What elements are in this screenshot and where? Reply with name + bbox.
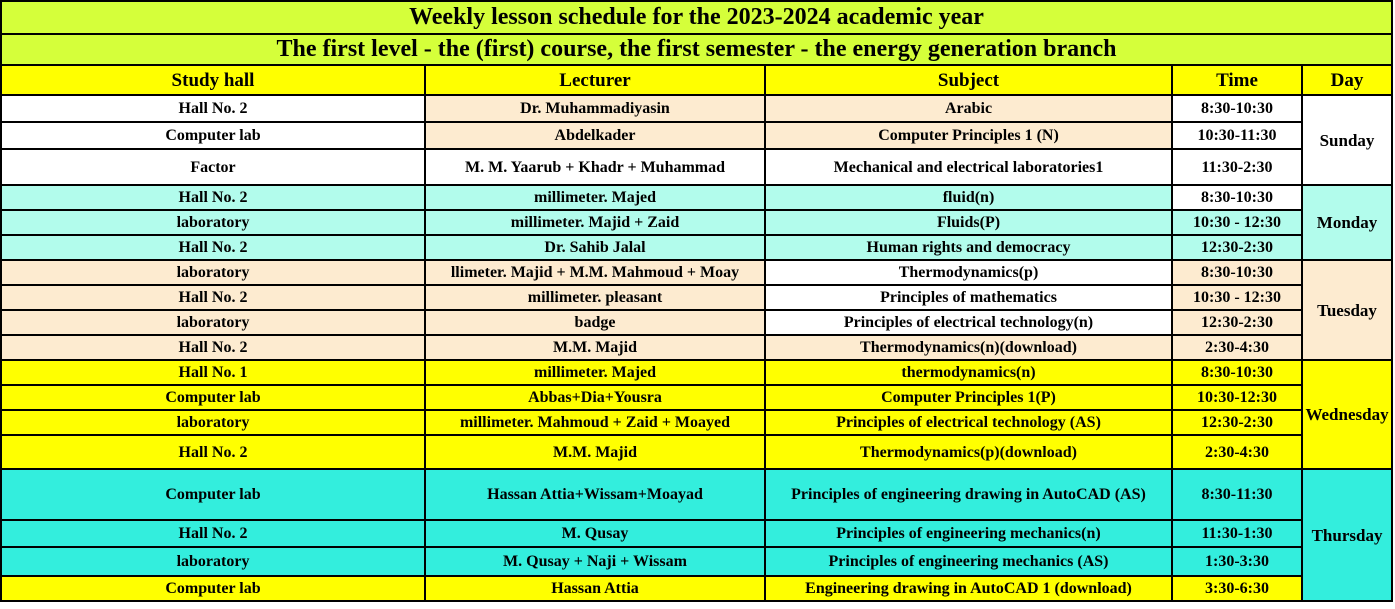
cell-lecturer: Hassan Attia+Wissam+Moayad bbox=[425, 469, 765, 520]
cell-time: 2:30-4:30 bbox=[1172, 335, 1302, 360]
cell-lecturer: millimeter. Majid + Zaid bbox=[425, 210, 765, 235]
cell-subject: Computer Principles 1(P) bbox=[765, 385, 1172, 410]
cell-subject: Principles of engineering mechanics(n) bbox=[765, 520, 1172, 547]
cell-time: 8:30-11:30 bbox=[1172, 469, 1302, 520]
cell-subject: Human rights and democracy bbox=[765, 235, 1172, 260]
cell-time: 10:30-11:30 bbox=[1172, 122, 1302, 149]
cell-subject: Thermodynamics(n)(download) bbox=[765, 335, 1172, 360]
cell-time: 8:30-10:30 bbox=[1172, 95, 1302, 122]
table-row bbox=[1, 285, 1392, 310]
cell-hall: Computer lab bbox=[1, 469, 425, 520]
cell-subject: Arabic bbox=[765, 95, 1172, 122]
table-row bbox=[1, 576, 1392, 601]
cell-time: 8:30-10:30 bbox=[1172, 260, 1302, 285]
cell-subject: Computer Principles 1 (N) bbox=[765, 122, 1172, 149]
cell-lecturer: M. Qusay + Naji + Wissam bbox=[425, 547, 765, 576]
cell-subject: Mechanical and electrical laboratories1 bbox=[765, 149, 1172, 185]
cell-hall: Hall No. 2 bbox=[1, 185, 425, 210]
cell-time: 8:30-10:30 bbox=[1172, 185, 1302, 210]
cell-hall: Hall No. 2 bbox=[1, 335, 425, 360]
cell-time: 2:30-4:30 bbox=[1172, 435, 1302, 469]
table-row bbox=[1, 360, 1392, 385]
cell-subject: Principles of electrical technology (AS) bbox=[765, 410, 1172, 435]
header-row bbox=[1, 65, 1392, 95]
table-row bbox=[1, 385, 1392, 410]
cell-time: 12:30-2:30 bbox=[1172, 410, 1302, 435]
cell-lecturer: millimeter. pleasant bbox=[425, 285, 765, 310]
cell-lecturer: M.M. Majid bbox=[425, 435, 765, 469]
schedule-subtitle: The first level - the (first) course, the first semester - the energy generation branch bbox=[1, 34, 1392, 65]
cell-lecturer: Dr. Muhammadiyasin bbox=[425, 95, 765, 122]
cell-hall: Hall No. 2 bbox=[1, 435, 425, 469]
table-row bbox=[1, 185, 1392, 210]
header-hall: Study hall bbox=[1, 65, 425, 95]
table-row bbox=[1, 410, 1392, 435]
cell-time: 10:30 - 12:30 bbox=[1172, 210, 1302, 235]
cell-subject: Engineering drawing in AutoCAD 1 (download) bbox=[765, 576, 1172, 601]
header-day: Day bbox=[1302, 65, 1392, 95]
cell-subject: thermodynamics(n) bbox=[765, 360, 1172, 385]
cell-subject: Thermodynamics(p)(download) bbox=[765, 435, 1172, 469]
cell-subject: Fluids(P) bbox=[765, 210, 1172, 235]
cell-lecturer: badge bbox=[425, 310, 765, 335]
cell-time: 3:30-6:30 bbox=[1172, 576, 1302, 601]
cell-time: 10:30 - 12:30 bbox=[1172, 285, 1302, 310]
table-row bbox=[1, 335, 1392, 360]
cell-hall: Computer lab bbox=[1, 122, 425, 149]
cell-hall: laboratory bbox=[1, 410, 425, 435]
day-monday: Monday bbox=[1302, 185, 1392, 260]
cell-hall: laboratory bbox=[1, 210, 425, 235]
cell-hall: Hall No. 2 bbox=[1, 235, 425, 260]
table-row bbox=[1, 435, 1392, 469]
subtitle-row bbox=[1, 34, 1392, 65]
cell-lecturer: Dr. Sahib Jalal bbox=[425, 235, 765, 260]
header-time: Time bbox=[1172, 65, 1302, 95]
cell-hall: Computer lab bbox=[1, 576, 425, 601]
cell-lecturer: M.M. Majid bbox=[425, 335, 765, 360]
cell-hall: laboratory bbox=[1, 260, 425, 285]
cell-subject: Thermodynamics(p) bbox=[765, 260, 1172, 285]
day-wednesday: Wednesday bbox=[1302, 360, 1392, 469]
cell-hall: Factor bbox=[1, 149, 425, 185]
cell-hall: laboratory bbox=[1, 547, 425, 576]
cell-time: 1:30-3:30 bbox=[1172, 547, 1302, 576]
header-lecturer: Lecturer bbox=[425, 65, 765, 95]
cell-lecturer: Hassan Attia bbox=[425, 576, 765, 601]
cell-hall: Hall No. 2 bbox=[1, 95, 425, 122]
table-row bbox=[1, 310, 1392, 335]
cell-subject: Principles of electrical technology(n) bbox=[765, 310, 1172, 335]
cell-time: 10:30-12:30 bbox=[1172, 385, 1302, 410]
day-thursday: Thursday bbox=[1302, 469, 1392, 601]
table-row bbox=[1, 260, 1392, 285]
cell-subject: Principles of engineering mechanics (AS) bbox=[765, 547, 1172, 576]
cell-lecturer: millimeter. Mahmoud + Zaid + Moayed bbox=[425, 410, 765, 435]
header-subject: Subject bbox=[765, 65, 1172, 95]
cell-time: 11:30-1:30 bbox=[1172, 520, 1302, 547]
cell-lecturer: millimeter. Majed bbox=[425, 360, 765, 385]
table-row bbox=[1, 235, 1392, 260]
day-sunday: Sunday bbox=[1302, 95, 1392, 185]
day-tuesday: Tuesday bbox=[1302, 260, 1392, 360]
cell-hall: Hall No. 1 bbox=[1, 360, 425, 385]
cell-hall: Computer lab bbox=[1, 385, 425, 410]
cell-time: 12:30-2:30 bbox=[1172, 310, 1302, 335]
table-row bbox=[1, 122, 1392, 149]
cell-lecturer: M. M. Yaarub + Khadr + Muhammad bbox=[425, 149, 765, 185]
cell-lecturer: llimeter. Majid + M.M. Mahmoud + Moay bbox=[425, 260, 765, 285]
cell-subject: Principles of mathematics bbox=[765, 285, 1172, 310]
cell-hall: Hall No. 2 bbox=[1, 520, 425, 547]
table-row bbox=[1, 547, 1392, 576]
table-row bbox=[1, 95, 1392, 122]
cell-subject: Principles of engineering drawing in AutoCAD (AS) bbox=[765, 469, 1172, 520]
cell-lecturer: Abbas+Dia+Yousra bbox=[425, 385, 765, 410]
cell-time: 8:30-10:30 bbox=[1172, 360, 1302, 385]
cell-lecturer: millimeter. Majed bbox=[425, 185, 765, 210]
cell-hall: laboratory bbox=[1, 310, 425, 335]
cell-subject: fluid(n) bbox=[765, 185, 1172, 210]
cell-lecturer: Abdelkader bbox=[425, 122, 765, 149]
table-row bbox=[1, 149, 1392, 185]
table-row bbox=[1, 210, 1392, 235]
table-row bbox=[1, 469, 1392, 520]
cell-hall: Hall No. 2 bbox=[1, 285, 425, 310]
cell-time: 11:30-2:30 bbox=[1172, 149, 1302, 185]
cell-time: 12:30-2:30 bbox=[1172, 235, 1302, 260]
schedule-title: Weekly lesson schedule for the 2023-2024 academic year bbox=[1, 1, 1392, 34]
cell-lecturer: M. Qusay bbox=[425, 520, 765, 547]
title-row bbox=[1, 1, 1392, 34]
table-row bbox=[1, 520, 1392, 547]
